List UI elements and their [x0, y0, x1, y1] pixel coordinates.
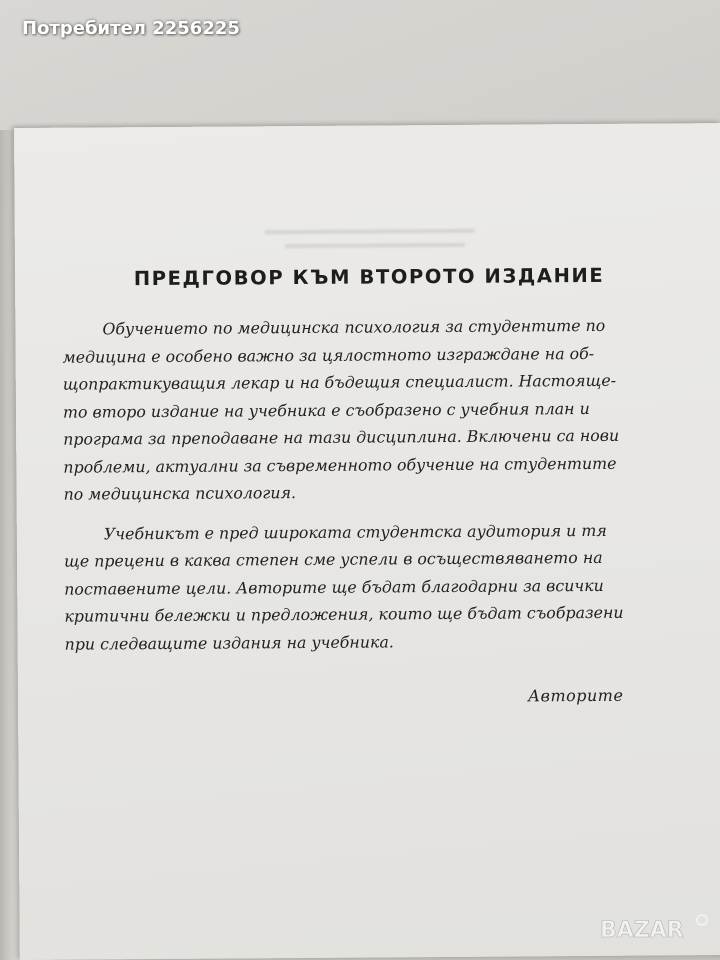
paragraph-2-line: при следващите издания на учебника.: [64, 631, 394, 654]
preface-body: [62, 312, 654, 658]
paragraph-1-line: по медицинска психология.: [63, 483, 297, 504]
paragraph-1-line: то второ издание на учебника е съобразено с учебния план и: [62, 398, 590, 422]
paragraph-1-line: щопрактикуващия лекар и на бъдещия специалист. Настояще-: [62, 370, 617, 394]
paragraph-2-line: ще прецени в каква степен сме успели в осъществяването на: [63, 547, 603, 571]
bleed-through-shape: [245, 223, 505, 265]
paragraph-1-line: медицина е особено важно за цялостното изграждане на об-: [62, 343, 595, 367]
book-page: [14, 123, 720, 960]
bazar-logo-icon: [596, 908, 712, 948]
watermark-logo: [596, 908, 712, 948]
svg-text:BAZAR: BAZAR: [600, 918, 684, 943]
paragraph-2-line: критични бележки и предложения, които ще бъдат съобразени: [64, 602, 624, 626]
bleed-through-text: [245, 223, 505, 265]
paragraph-1-line: програма за преподаване на тази дисциплина. Включени са нови: [63, 425, 620, 449]
signature-authors: Авторите: [527, 685, 624, 706]
page-heading: ПРЕДГОВОР КЪМ ВТОРОТО ИЗДАНИЕ: [133, 263, 605, 291]
paragraph-2-line: поставените цели. Авторите ще бъдат благодарни за всички: [64, 575, 604, 599]
paragraph-1-line: проблеми, актуални за съвременното обучение на студентите: [63, 453, 617, 477]
paragraph-1-line: Обучението по медицинска психология за студентите по: [102, 315, 606, 339]
user-label: Потребител 2256225: [22, 18, 240, 39]
paragraph-2-line: Учебникът е пред широката студентска аудитория и тя: [103, 520, 607, 543]
